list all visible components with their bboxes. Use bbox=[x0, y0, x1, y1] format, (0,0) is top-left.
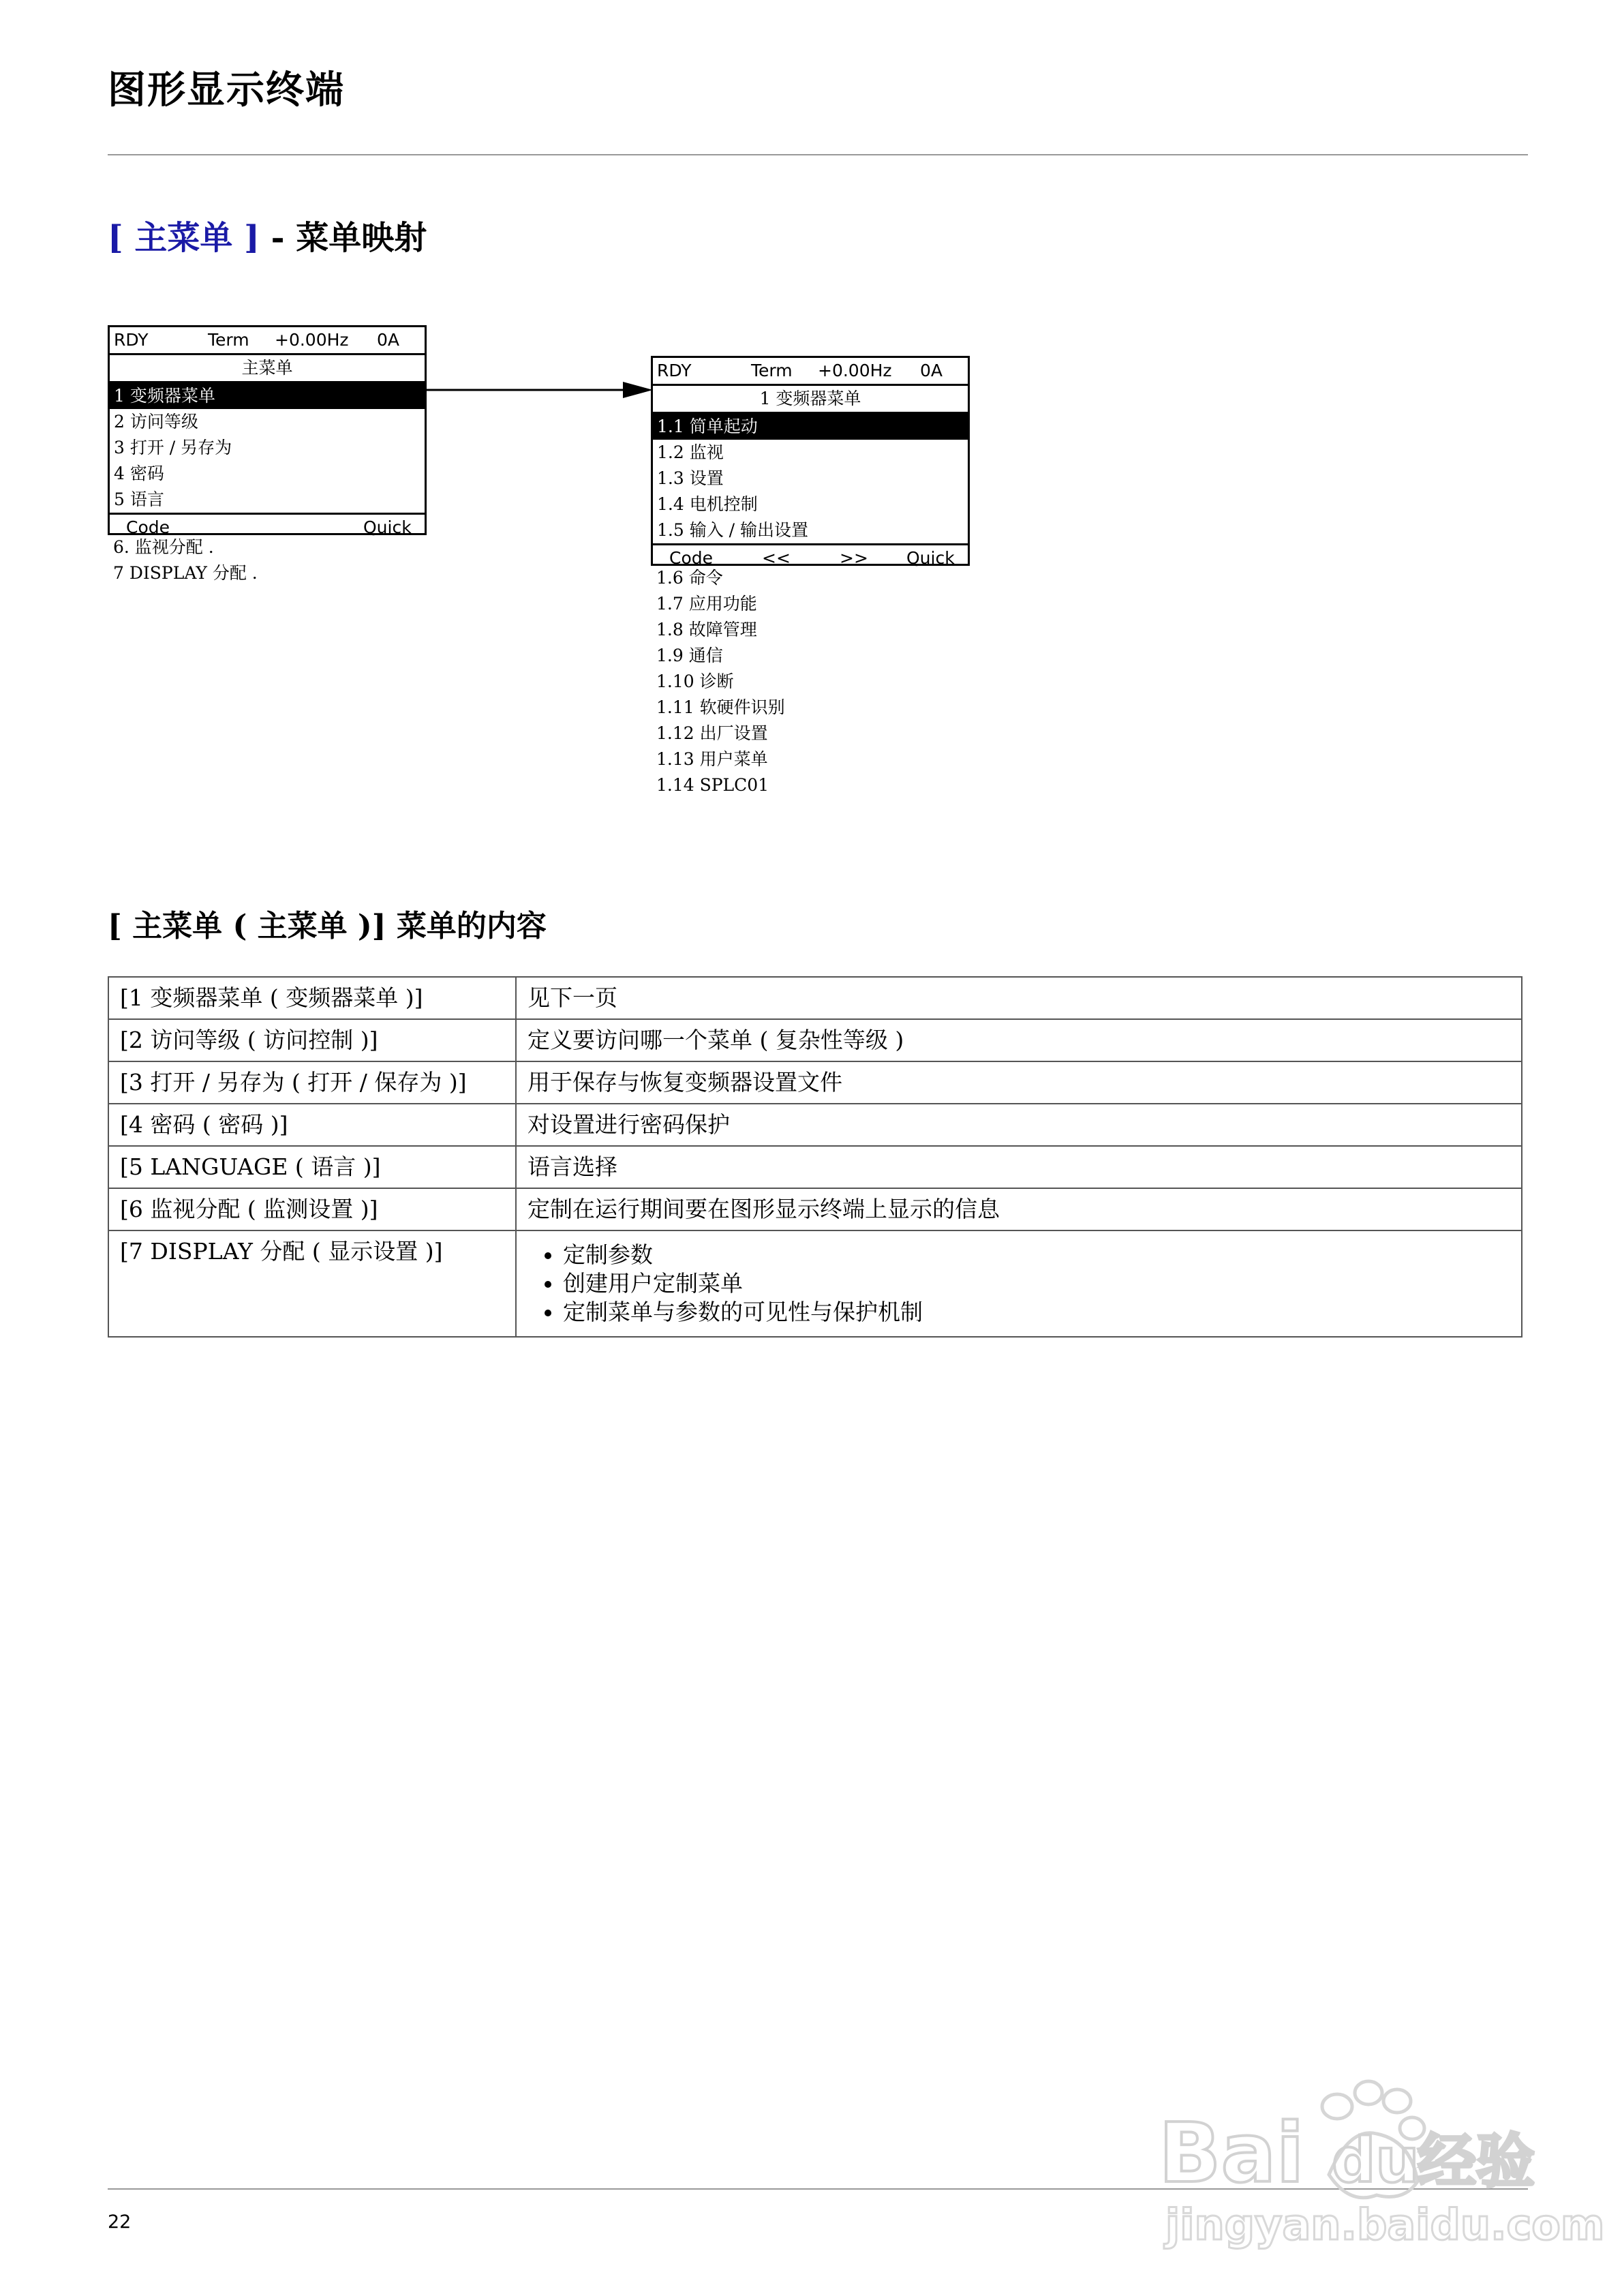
section-heading-bracket: [ 主菜单 ] bbox=[108, 219, 260, 257]
bullet-item: • 定制参数 bbox=[563, 1241, 1510, 1269]
page-title: 图形显示终端 bbox=[108, 67, 345, 112]
status-reference: Term bbox=[751, 361, 793, 380]
svg-text:Bai: Bai bbox=[1159, 2106, 1304, 2201]
overflow-item-monitor-config: 6. 监视分配 . bbox=[113, 537, 214, 557]
menu-item-open-save-as[interactable]: 3 打开 / 另存为 bbox=[114, 438, 232, 457]
status-bar bbox=[110, 327, 425, 355]
menu-cell: [5 LANGUAGE ( 语言 )] bbox=[108, 1146, 516, 1188]
menu-item-io-config[interactable]: 1.5 输入 / 输出设置 bbox=[657, 520, 809, 540]
description-cell bbox=[516, 1230, 1522, 1337]
page-number: 22 bbox=[108, 2211, 132, 2233]
status-current: 0A bbox=[920, 361, 943, 380]
overflow-item: 1.10 诊断 bbox=[656, 671, 734, 691]
status-current: 0A bbox=[377, 330, 400, 350]
bullet-list bbox=[563, 1241, 1510, 1327]
status-reference: Term bbox=[208, 330, 249, 350]
menu-cell: [4 密码 ( 密码 )] bbox=[108, 1104, 516, 1146]
svg-text:du: du bbox=[1332, 2125, 1420, 2196]
menu-item-drive-menu[interactable]: 1 变频器菜单 bbox=[110, 383, 425, 409]
status-state: RDY bbox=[114, 330, 149, 350]
overflow-item: 1.12 出厂设置 bbox=[656, 723, 768, 743]
status-frequency: +0.00Hz bbox=[275, 330, 349, 350]
overflow-item: 1.9 通信 bbox=[656, 646, 723, 665]
section-heading bbox=[108, 211, 427, 258]
menu-cell: [2 访问等级 ( 访问控制 )] bbox=[108, 1019, 516, 1061]
description-cell: 用于保存与恢复变频器设置文件 bbox=[516, 1061, 1522, 1104]
table-row bbox=[108, 1230, 1522, 1337]
table-row bbox=[108, 1146, 1522, 1188]
next-key[interactable]: >> bbox=[840, 548, 868, 568]
table-row bbox=[108, 1104, 1522, 1146]
overflow-item: 1.14 SPLC01 bbox=[656, 775, 769, 795]
title-divider bbox=[108, 154, 1528, 155]
menu-item-monitoring[interactable]: 1.2 监视 bbox=[657, 442, 724, 462]
menu-cell: [1 变频器菜单 ( 变频器菜单 )] bbox=[108, 977, 516, 1019]
description-cell: 定义要访问哪一个菜单 ( 复杂性等级 ) bbox=[516, 1019, 1522, 1061]
code-key[interactable]: Code bbox=[669, 548, 714, 568]
arrow-icon bbox=[425, 378, 654, 402]
table-heading: [ 主菜单 ( 主菜单 )] 菜单的内容 bbox=[108, 909, 547, 943]
description-cell: 对设置进行密码保护 bbox=[516, 1104, 1522, 1146]
section-heading-text: - 菜单映射 bbox=[259, 219, 427, 257]
quick-key[interactable]: Quick bbox=[906, 548, 955, 568]
description-cell: 见下一页 bbox=[516, 977, 1522, 1019]
menu-item-password[interactable]: 4 密码 bbox=[114, 464, 164, 483]
menu-cell: [6 监视分配 ( 监测设置 )] bbox=[108, 1188, 516, 1230]
screen-heading: 1 变频器菜单 bbox=[653, 386, 968, 414]
menu-content-table bbox=[108, 976, 1522, 1338]
screen-heading: 主菜单 bbox=[110, 355, 425, 383]
status-bar bbox=[653, 358, 968, 386]
overflow-item: 1.11 软硬件识别 bbox=[656, 697, 785, 717]
overflow-item: 1.13 用户菜单 bbox=[656, 749, 768, 769]
svg-text:经验: 经验 bbox=[1418, 2128, 1535, 2196]
status-state: RDY bbox=[657, 361, 692, 380]
drive-menu-screen bbox=[651, 356, 970, 566]
menu-cell: [3 打开 / 另存为 ( 打开 / 保存为 )] bbox=[108, 1061, 516, 1104]
bullet-item: • 创建用户定制菜单 bbox=[563, 1269, 1510, 1298]
quick-key[interactable]: Quick bbox=[363, 517, 412, 537]
table-row bbox=[108, 977, 1522, 1019]
prev-key[interactable]: << bbox=[762, 548, 791, 568]
bullet-item: • 定制菜单与参数的可见性与保护机制 bbox=[563, 1298, 1510, 1327]
status-frequency: +0.00Hz bbox=[818, 361, 892, 380]
menu-item-language[interactable]: 5 语言 bbox=[114, 489, 164, 509]
table-row bbox=[108, 1061, 1522, 1104]
overflow-item: 1.6 命令 bbox=[656, 568, 723, 588]
main-menu-screen bbox=[108, 325, 427, 535]
description-cell: 语言选择 bbox=[516, 1146, 1522, 1188]
table-row bbox=[108, 1188, 1522, 1230]
overflow-item: 1.7 应用功能 bbox=[656, 594, 757, 614]
overflow-item-display-config: 7 DISPLAY 分配 . bbox=[113, 563, 258, 583]
menu-item-simply-start[interactable]: 1.1 简单起动 bbox=[653, 414, 968, 440]
menu-item-motor-control[interactable]: 1.4 电机控制 bbox=[657, 494, 758, 514]
table-row bbox=[108, 1019, 1522, 1061]
code-key[interactable]: Code bbox=[126, 517, 170, 537]
menu-cell: [7 DISPLAY 分配 ( 显示设置 )] bbox=[108, 1230, 516, 1337]
svg-text:jingyan.baidu.com: jingyan.baidu.com bbox=[1165, 2200, 1605, 2250]
baidu-watermark-logo bbox=[1159, 2052, 1605, 2256]
description-cell: 定制在运行期间要在图形显示终端上显示的信息 bbox=[516, 1188, 1522, 1230]
menu-item-access-level[interactable]: 2 访问等级 bbox=[114, 412, 198, 432]
overflow-item: 1.8 故障管理 bbox=[656, 620, 757, 639]
menu-item-settings[interactable]: 1.3 设置 bbox=[657, 468, 724, 488]
